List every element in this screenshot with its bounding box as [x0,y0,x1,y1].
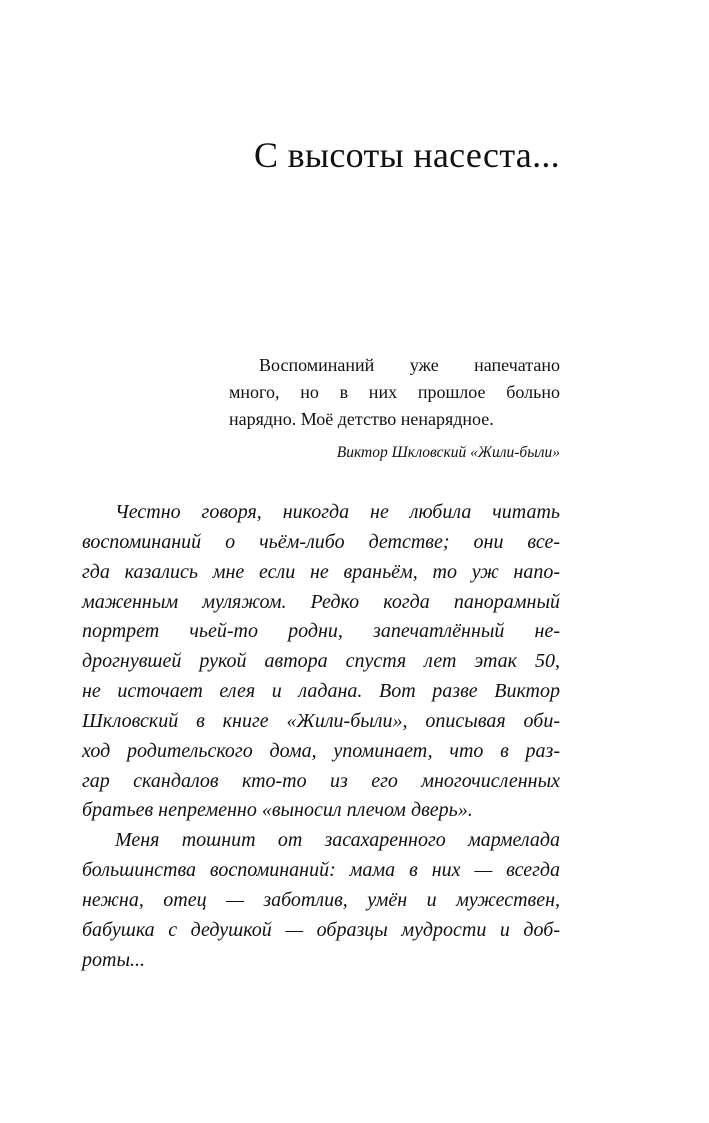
paragraph-line: Честно говоря, никогда не любила читать [115,501,560,523]
body-text [82,498,560,976]
paragraph-line: дрогнувшей рукой автора спустя лет этак 50, [82,650,560,673]
epigraph-source: Виктор Шкловский «Жили-были» [336,444,560,461]
epigraph-line: много, но в них прошлое больно [229,382,560,402]
paragraph-line: воспоминаний о чьём-либо детстве; они все- [82,530,560,553]
paragraph-line: не источает елея и ладана. Вот разве Виктор [82,680,560,703]
paragraph-line: роты... [82,948,145,971]
epigraph-line: нарядно. Моё детство ненарядное. [229,409,494,429]
paragraph-line: портрет чьей-то родни, запечатлённый не- [82,620,560,643]
paragraph-line: Меня тошнит от засахаренного мармелада [115,829,560,852]
paragraph-line: Шкловский в книге «Жили-были», описывая оби- [82,709,560,732]
paragraph-line: гда казались мне если не враньём, то уж напо- [82,560,560,583]
paragraph-line: братьев непременно «выносил плечом дверь». [82,799,473,822]
paragraph-line: гар скандалов кто-то из его многочисленных [82,769,560,792]
paragraph-line: большинства воспоминаний: мама в них — всегда [82,859,560,882]
paragraph-line: ход родительского дома, упоминает, что в раз- [82,739,560,762]
epigraph-line: Воспоминаний уже напечатано [259,355,560,375]
chapter-title: С высоты насеста... [254,135,560,175]
paragraph-line: нежна, отец — заботлив, умён и мужествен, [82,888,560,911]
epigraph [229,352,560,463]
paragraph-line: маженным муляжом. Редко когда панорамный [82,590,560,613]
paragraph-line: бабушка с дедушкой — образцы мудрости и доб- [82,918,560,941]
